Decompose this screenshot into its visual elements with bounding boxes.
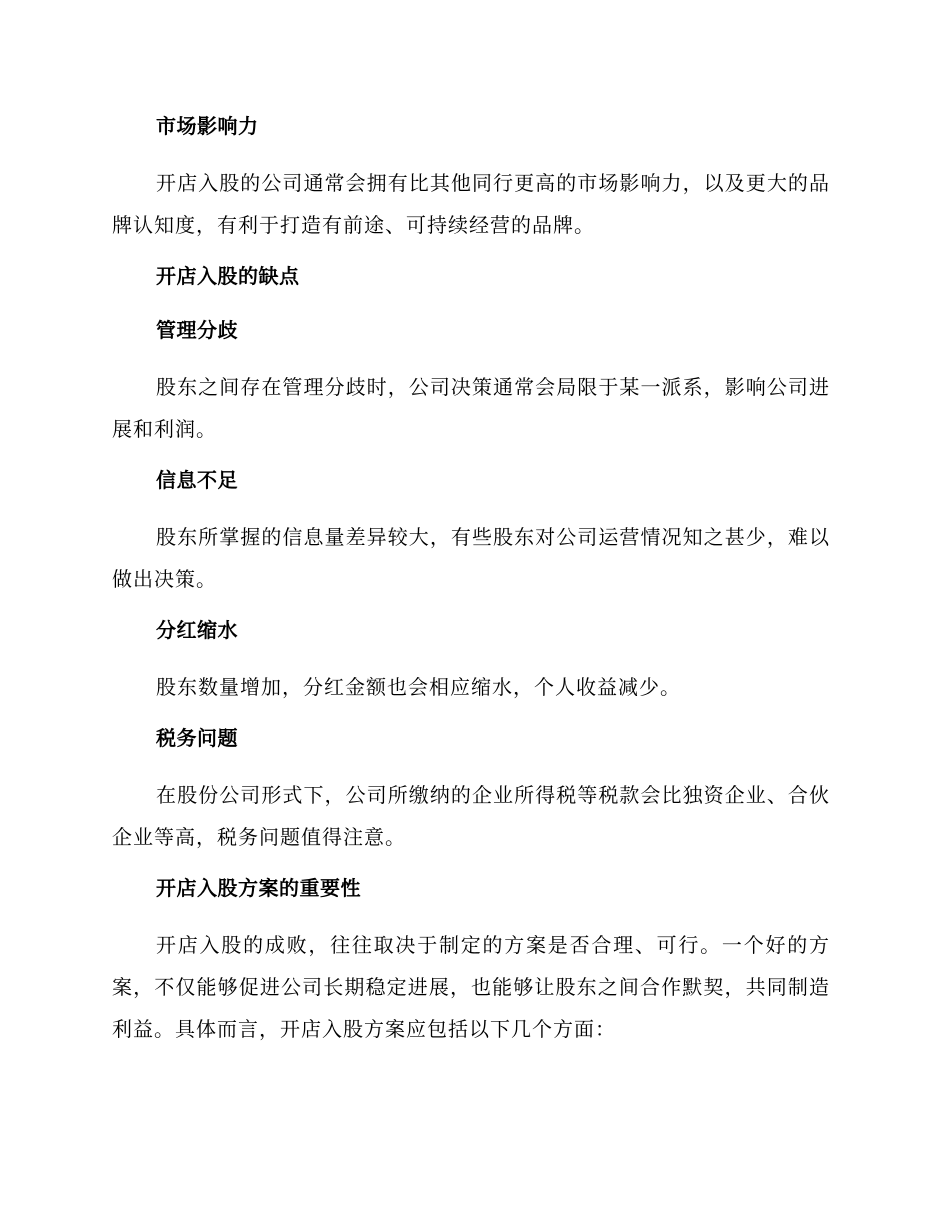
document-body bbox=[112, 108, 830, 1062]
section-heading: 管理分歧 bbox=[156, 318, 238, 342]
section-heading: 开店入股的缺点 bbox=[156, 264, 300, 288]
section-heading: 市场影响力 bbox=[156, 114, 259, 138]
section-paragraph: 股东所掌握的信息量差异较大，有些股东对公司运营情况知之甚少，难以做出决策。 bbox=[112, 525, 830, 591]
section-heading: 信息不足 bbox=[156, 468, 238, 492]
section-paragraph: 在股份公司形式下，公司所缴纳的企业所得税等税款会比独资企业、合伙企业等高，税务问题值得注意。 bbox=[112, 783, 830, 849]
section-heading: 税务问题 bbox=[156, 726, 238, 750]
section-paragraph: 开店入股的公司通常会拥有比其他同行更高的市场影响力，以及更大的品牌认知度，有利于打造有前途、可持续经营的品牌。 bbox=[112, 171, 830, 237]
section-heading: 分红缩水 bbox=[156, 618, 238, 642]
section-paragraph: 开店入股的成败，往往取决于制定的方案是否合理、可行。一个好的方案，不仅能够促进公司长期稳定进展，也能够让股东之间合作默契，共同制造利益。具体而言，开店入股方案应包括以下几个方面： bbox=[112, 933, 830, 1041]
section-paragraph: 股东数量增加，分红金额也会相应缩水，个人收益减少。 bbox=[156, 675, 681, 699]
section-paragraph: 股东之间存在管理分歧时，公司决策通常会局限于某一派系，影响公司进展和利润。 bbox=[112, 375, 830, 441]
section-heading: 开店入股方案的重要性 bbox=[156, 876, 361, 900]
